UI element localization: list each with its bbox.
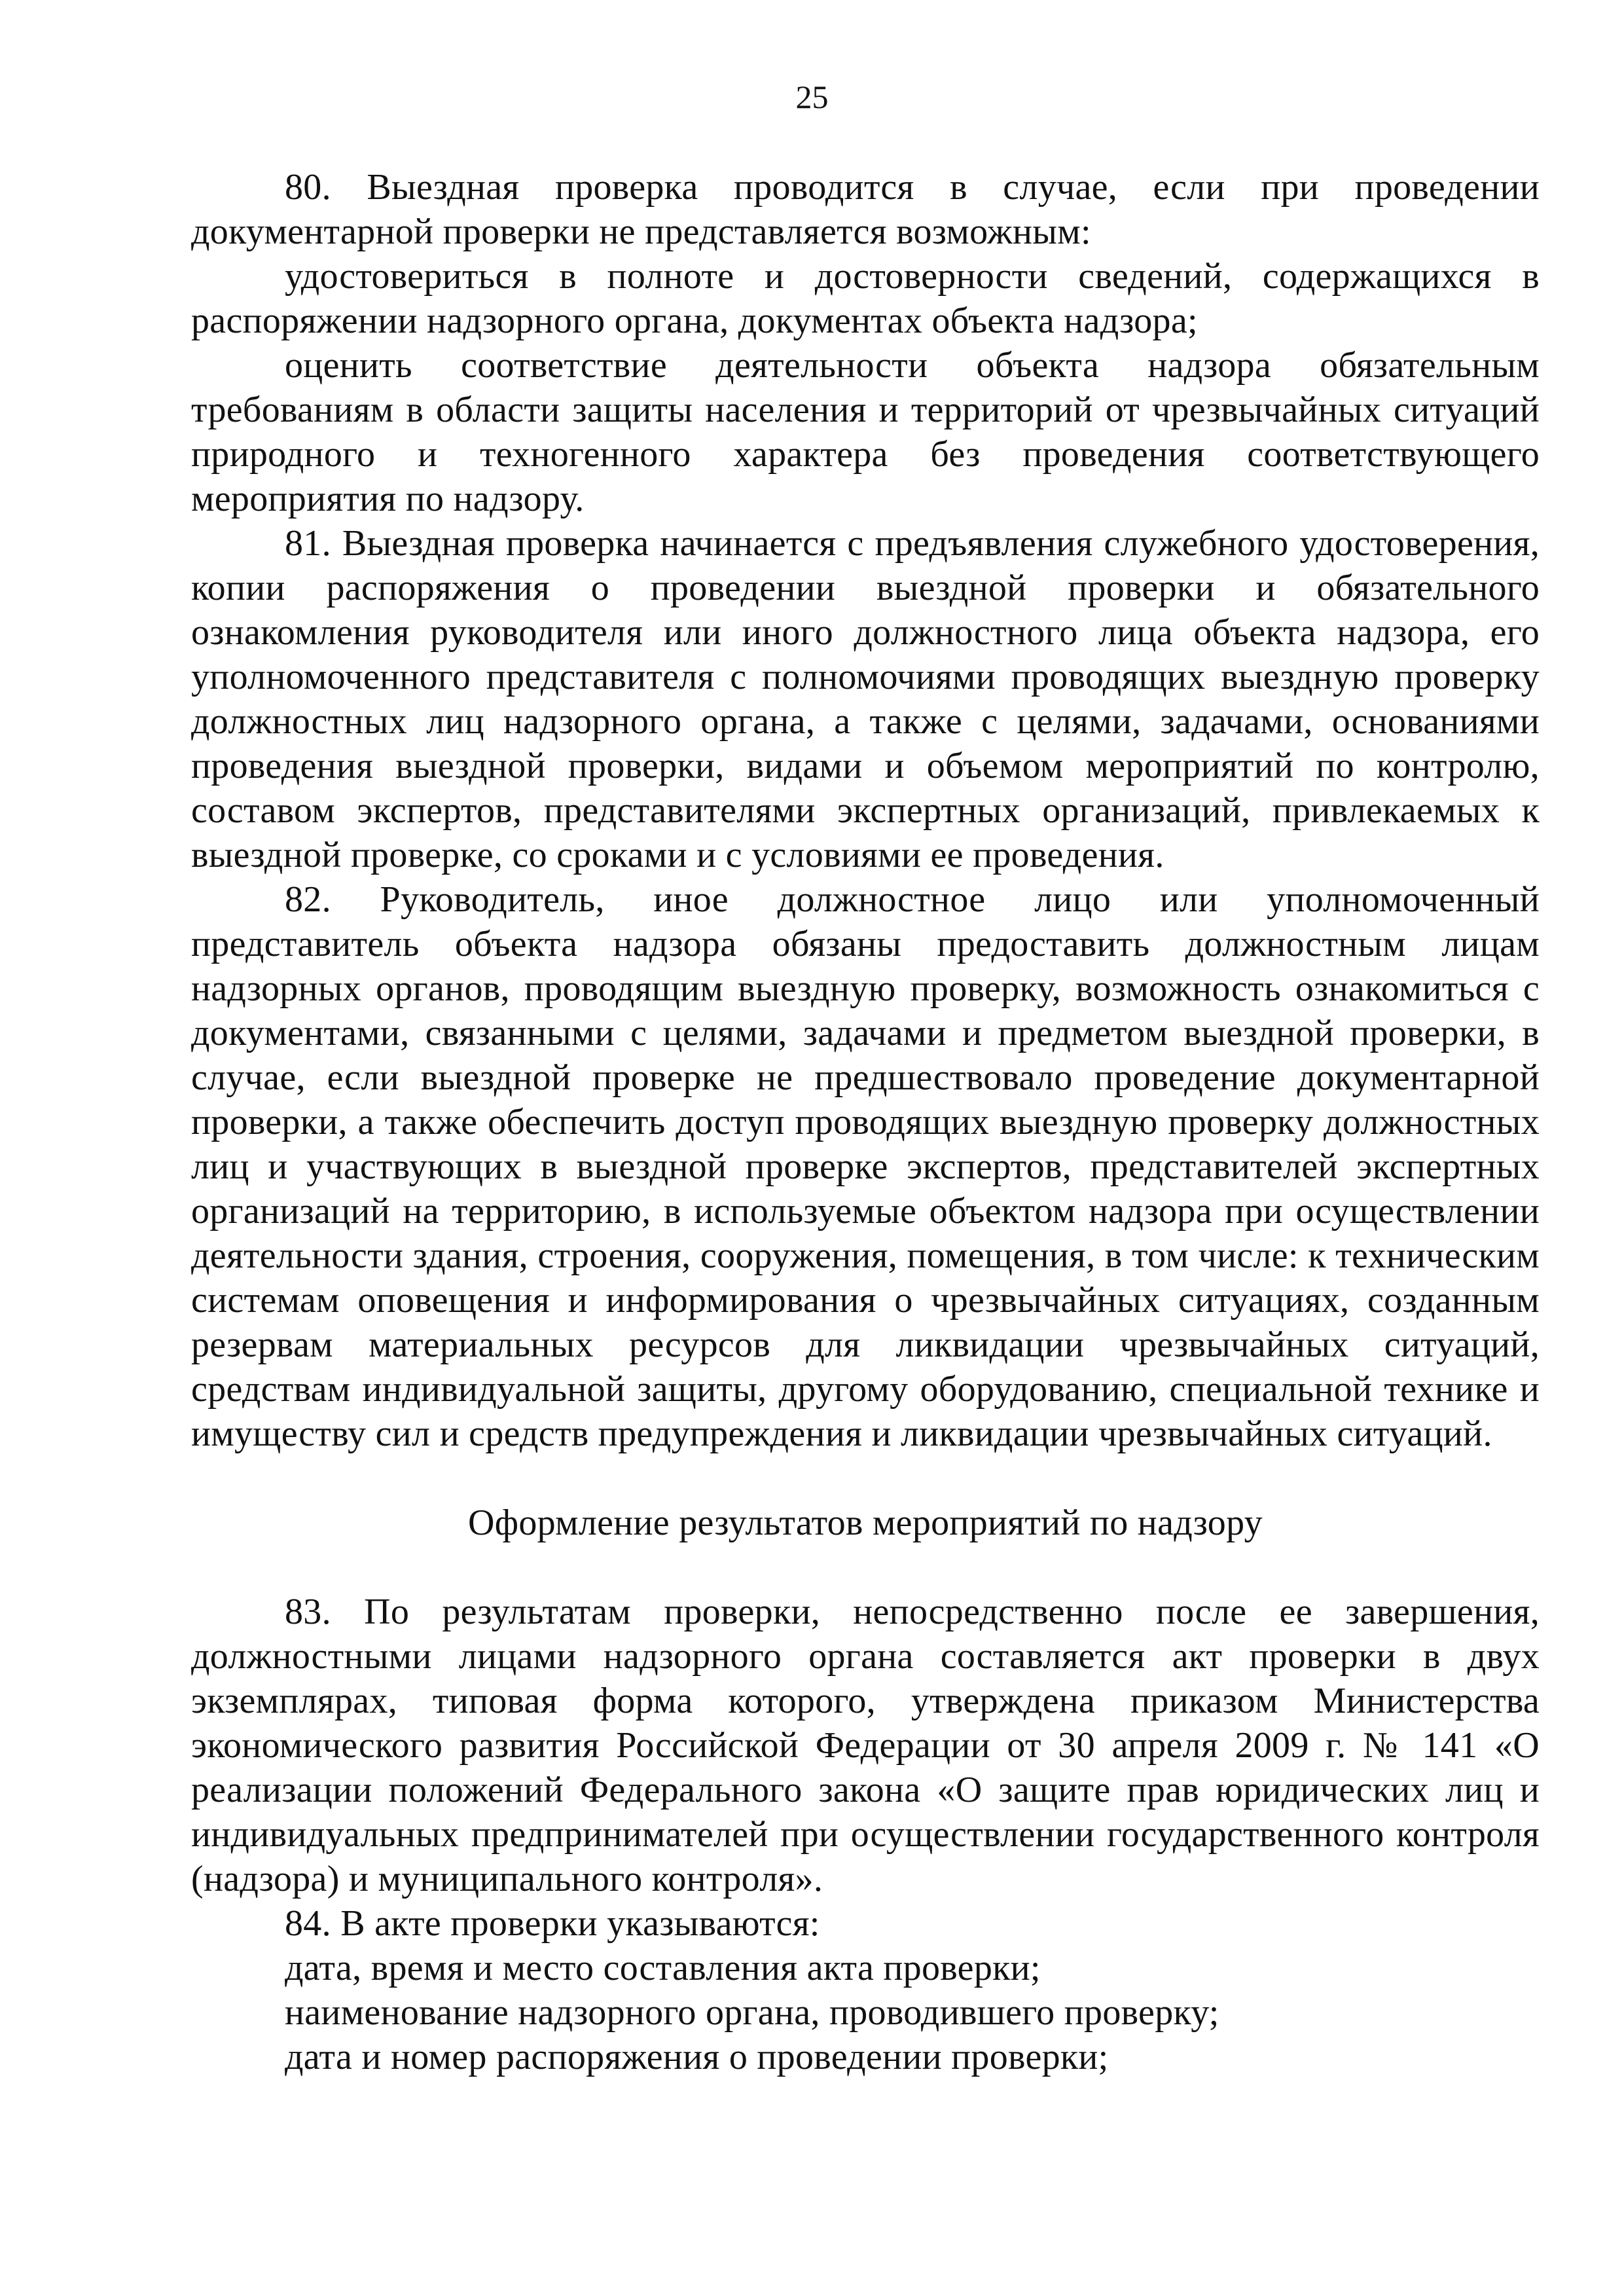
paragraph-84-item-3: дата и номер распоряжения о проведении проверки; [285,2037,1109,2077]
document-body [191,165,1540,2079]
paragraph-84-item-1: дата, время и место составления акта проверки; [285,1948,1041,1988]
paragraph-84-item-2: наименование надзорного органа, проводившего проверку; [285,1992,1219,2033]
paragraph-81: 81. Выездная проверка начинается с предъявления служебного удостоверения, копии распоряжения о проведении выездной проверки и обязательного ознакомления руководителя или иного должностного лица объекта надзора, его уполномоченного представителя с полномочиями проводящих выездную проверку должностных лиц надзорного органа, а также с целями, задачами, основаниями проведения выездной проверки, видами и объемом мероприятий по контролю, составом экспертов, представителями экспертных организаций, привлекаемых к выездной проверке, со сроками и с условиями ее проведения. [191,523,1540,875]
paragraph-80-item-1: удостовериться в полноте и достоверности сведений, содержащихся в распоряжении надзорного органа, документах объекта надзора; [191,256,1540,341]
paragraph-83: 83. По результатам проверки, непосредственно после ее завершения, должностными лицами надзорного органа составляется акт проверки в двух экземплярах, типовая форма которого, утверждена приказом Министерства экономического развития Российской Федерации от 30 апреля 2009 г. № 141 «О реализации положений Федерального закона «О защите прав юридических лиц и индивидуальных предпринимателей при осуществлении государственного контроля (надзора) и муниципального контроля». [191,1592,1540,1899]
page-number: 25 [795,79,829,115]
paragraph-80-item-2: оценить соответствие деятельности объекта надзора обязательным требованиям в области защиты населения и территорий от чрезвычайных ситуаций природного и техногенного характера без проведения соответствующего мероприятия по надзору. [191,345,1540,519]
paragraph-84: 84. В акте проверки указываются: [285,1903,820,1944]
paragraph-80: 80. Выездная проверка проводится в случае, если при проведении документарной проверки не представляется возможным: [191,167,1540,252]
paragraph-82: 82. Руководитель, иное должностное лицо или уполномоченный представитель объекта надзора обязаны предоставить должностным лицам надзорных органов, проводящим выездную проверку, возможность ознакомиться с документами, связанными с целями, задачами и предметом выездной проверки, в случае, если выездной проверке не предшествовало проведение документарной проверки, а также обеспечить доступ проводящих выездную проверку должностных лиц и участвующих в выездной проверке экспертов, представителей экспертных организаций на территорию, в используемые объектом надзора при осуществлении деятельности здания, строения, сооружения, помещения, в том числе: к техническим системам оповещения и информирования о чрезвычайных ситуациях, созданным резервам материальных ресурсов для ликвидации чрезвычайных ситуаций, средствам индивидуальной защиты, другому оборудованию, специальной технике и имуществу сил и средств предупреждения и ликвидации чрезвычайных ситуаций. [191,879,1540,1454]
section-heading: Оформление результатов мероприятий по надзору [468,1503,1263,1543]
